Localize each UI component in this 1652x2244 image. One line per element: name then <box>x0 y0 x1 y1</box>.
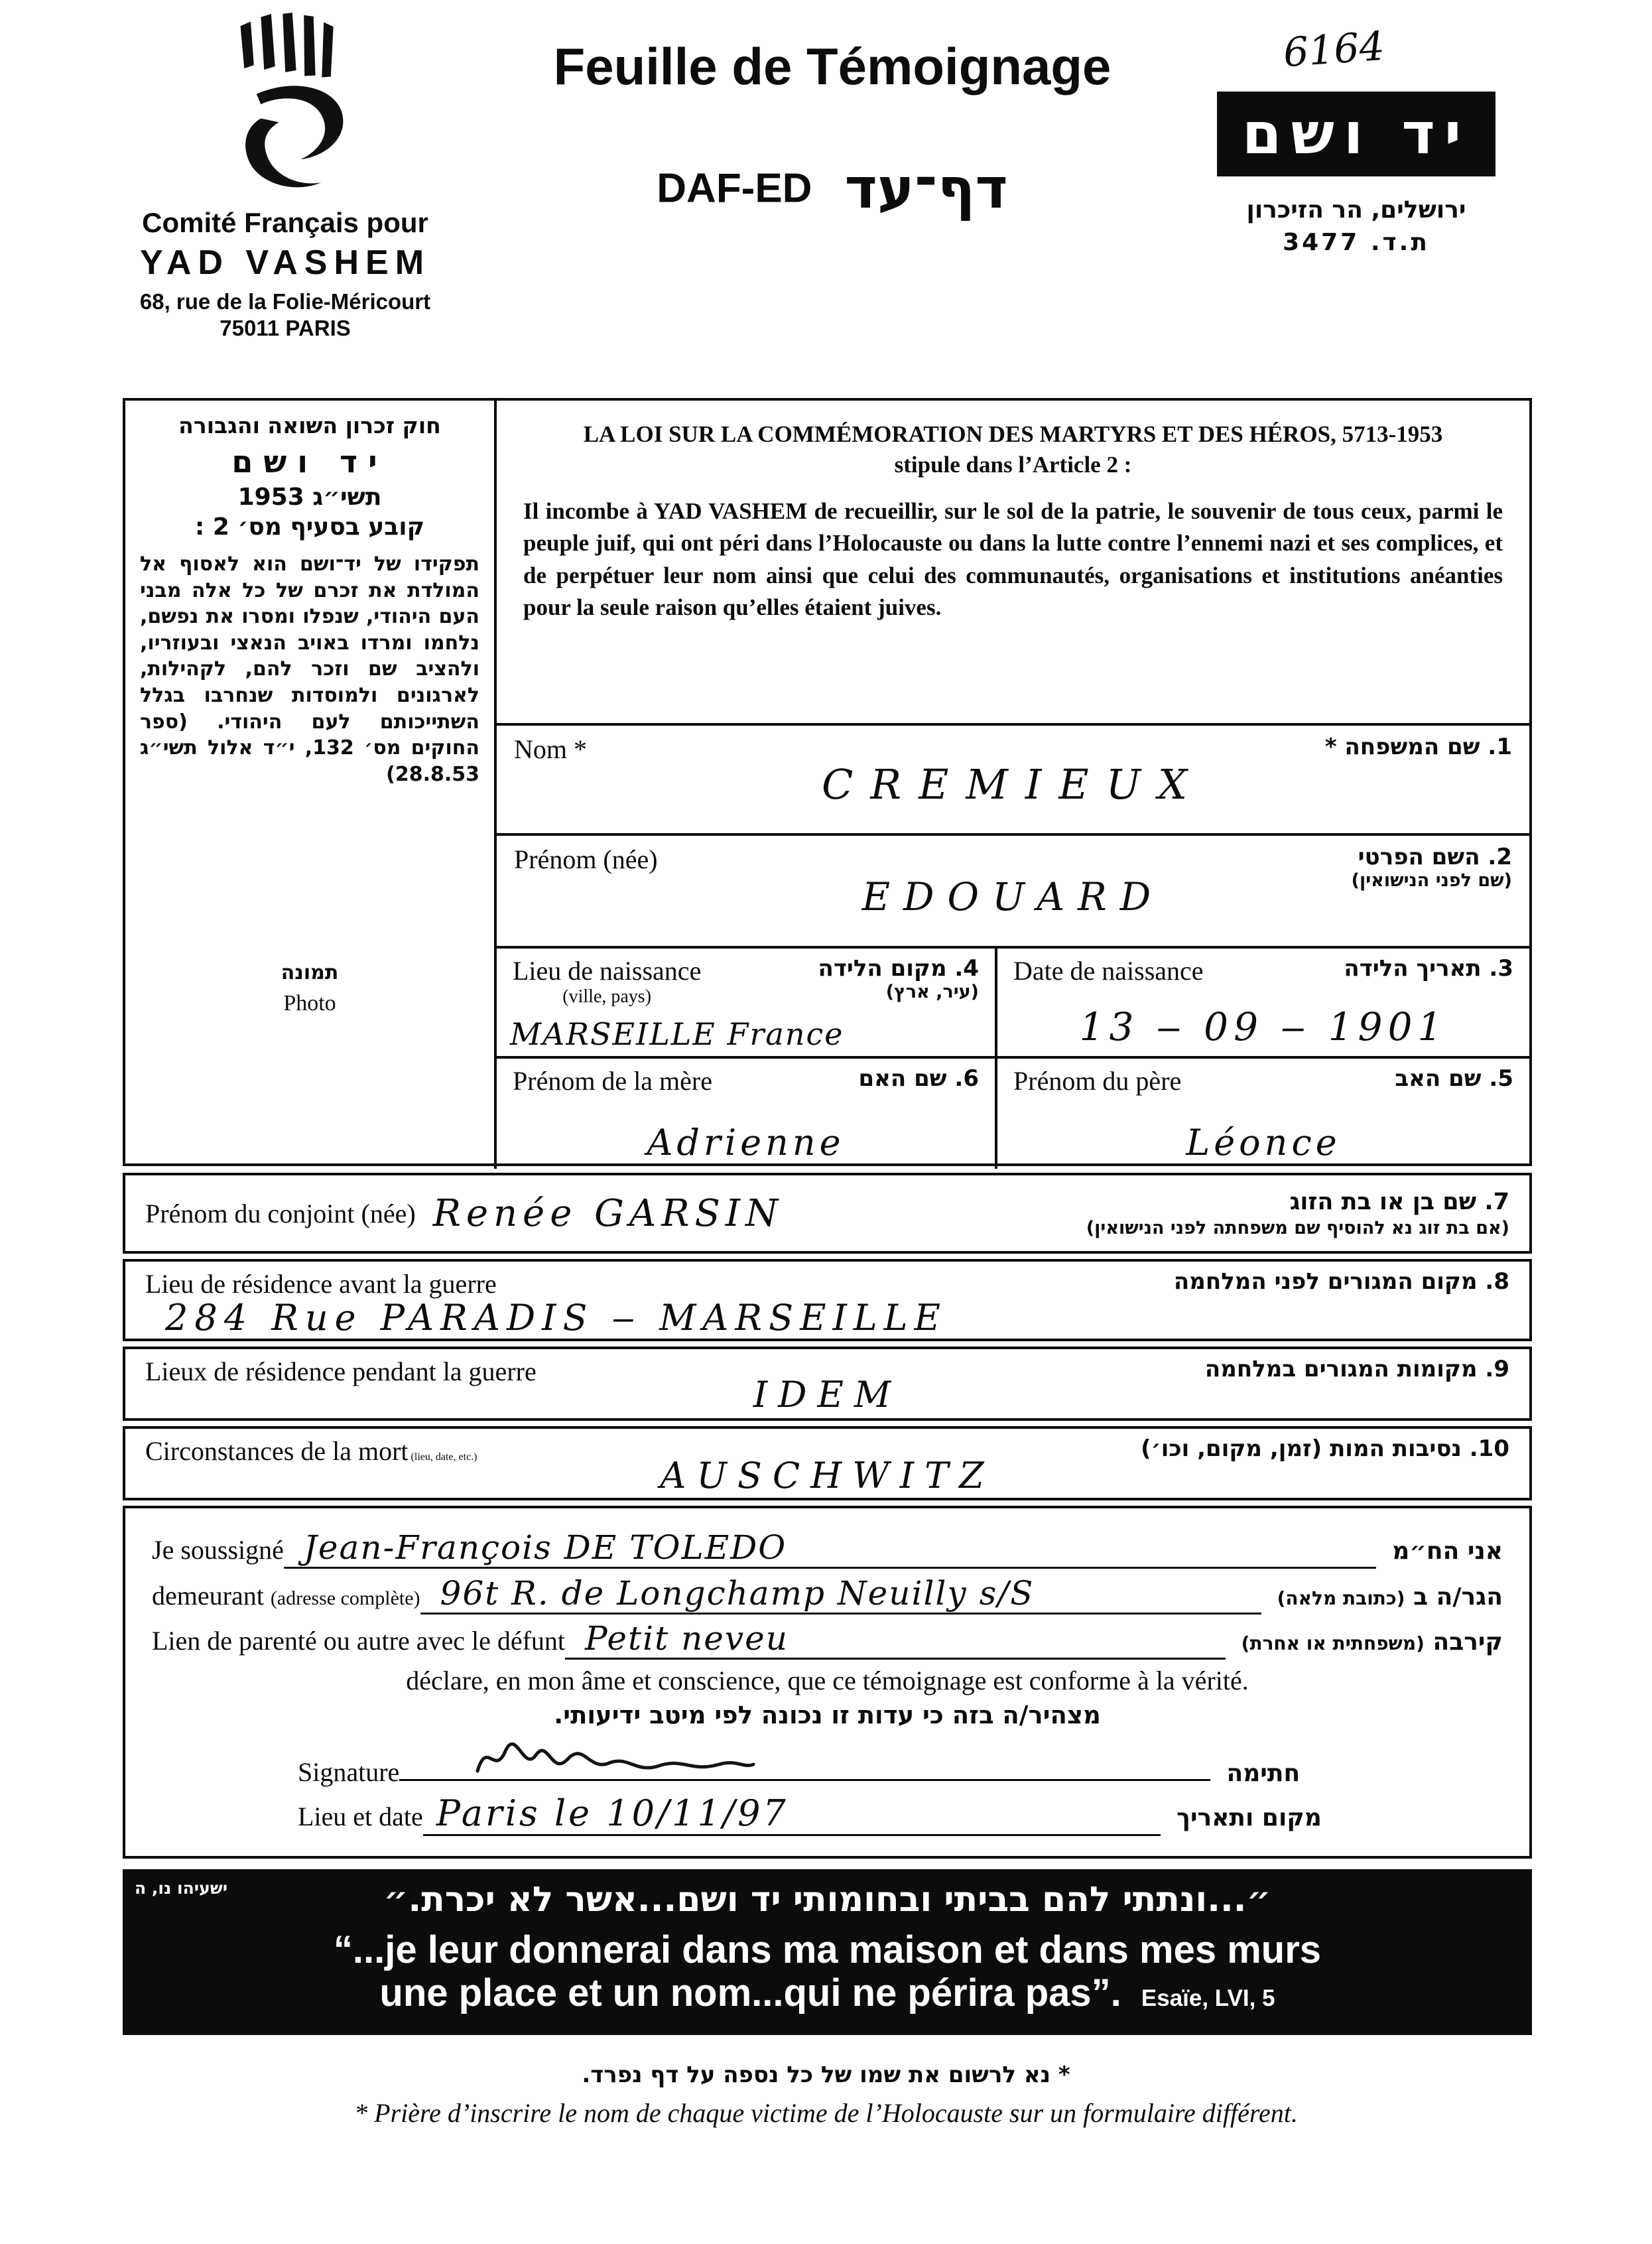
relationship-label-fr: Lien de parenté ou autre avec le défunt <box>152 1626 566 1656</box>
quote-banner <box>123 1869 1532 2035</box>
field-spouse-name <box>123 1173 1532 1254</box>
address-label-he: הגר/ה ב (כתובת מלאה) <box>1277 1583 1503 1611</box>
field-row-parents <box>497 1059 1529 1169</box>
first-name-value: EDOUARD <box>861 874 1165 919</box>
signature-label-fr: Signature <box>298 1756 400 1787</box>
death-label-fr: Circonstances de la mort (lieu, date, etc.) <box>145 1436 477 1466</box>
yad-vashem-wordmark-text: יד ושם <box>1241 101 1471 167</box>
banner-quote-french-line1: “...je leur donnerai dans ma maison et dans mes murs <box>333 1928 1322 1971</box>
first-name-label-he-sub: (שם לפני הנישואין) <box>1351 870 1512 891</box>
declarant-address-underline <box>420 1574 1261 1615</box>
birth-place-value: MARSEILLE France <box>510 1016 844 1052</box>
banner-citation-hebrew: ישעיהו נו, ה <box>135 1879 228 1898</box>
org-address-line1: 68, rue de la Folie-Méricourt <box>139 289 431 314</box>
birth-date-label-he: 3. תאריך הלידה <box>1344 955 1513 982</box>
field-row-birth <box>497 949 1529 1059</box>
birth-place-label-he: 4. מקום הלידה (עיר, ארץ) <box>818 955 979 1002</box>
spouse-label-fr: Prénom du conjoint (née) <box>145 1198 416 1228</box>
declarant-name-underline <box>284 1528 1376 1569</box>
declarant-address-line <box>152 1574 1503 1615</box>
relationship-value: Petit neveu <box>585 1619 789 1658</box>
photo-label-french: Photo <box>283 991 336 1016</box>
declarant-label-fr: Je soussigné <box>152 1535 284 1565</box>
law-body-french: Il incombe à YAD VASHEM de recueillir, sur le sol de la patrie, le souvenir de tous ceux, parmi le peuple juif, qui ont péri dans l’Holocauste ou dans la lutte contre l’ennemi nazi et ses complices, et de perpétuer leur nom ainsi que celui des communautés, organisations et institutions anéanties pour la seule raison qu’elles étaient juives. <box>523 498 1503 620</box>
place-date-label-fr: Lieu et date <box>298 1802 423 1831</box>
field-birth-place <box>497 949 997 1056</box>
form-right-column <box>497 401 1529 1169</box>
field-residence-before-war <box>123 1259 1532 1341</box>
field-last-name <box>497 726 1529 836</box>
org-name-line2: YAD VASHEM <box>139 243 431 282</box>
declaration-section <box>123 1506 1532 1859</box>
mother-name-value: Adrienne <box>647 1122 845 1163</box>
last-name-value: CREMIEUX <box>821 760 1204 809</box>
residence-during-label-he: 9. מקומות המגורים במלחמה <box>1204 1356 1509 1382</box>
form-subtitle-hebrew: דף־עד <box>844 156 1008 221</box>
org-address-line2: 75011 PARIS <box>220 316 351 340</box>
banner-quote-hebrew: ״...ונתתי להם בביתי ובחומותי יד ושם...אשר לא יכרת.״ ישעיהו נו, ה <box>135 1879 1271 1920</box>
declarant-name-line <box>152 1528 1503 1569</box>
field-mother-name <box>497 1059 997 1169</box>
declarant-label-he: אני הח״מ <box>1392 1538 1503 1565</box>
death-label-fr-sub: (lieu, date, etc.) <box>411 1451 477 1463</box>
law-text-french <box>497 401 1529 726</box>
form-subtitle <box>458 156 1207 221</box>
footnote-french: * Prière d’inscrire le nom de chaque victime de l’Holocauste sur un formulaire différent. <box>354 2098 1298 2128</box>
relationship-label-he: קירבה (משפחתית או אחרת) <box>1241 1628 1503 1656</box>
residence-during-value: IDEM <box>753 1374 902 1416</box>
address-label-fr: demeurant (adresse complète) <box>152 1580 420 1611</box>
place-date-underline <box>423 1792 1161 1836</box>
form-subtitle-latin: DAF-ED <box>657 165 812 212</box>
mother-name-label-fr: Prénom de la mère <box>513 1066 712 1096</box>
handwritten-form-number: 6164 <box>1281 23 1386 77</box>
relationship-line <box>152 1619 1503 1660</box>
field-father-name <box>997 1059 1529 1169</box>
hebrew-address-block <box>1217 196 1495 256</box>
law-sidebar-title3: תשי״ג 1953 <box>237 484 382 511</box>
signature-line <box>298 1735 1503 1788</box>
law-sidebar-title1: חוק זכרון השואה והגבורה <box>178 413 441 438</box>
spouse-label-he-block <box>1086 1189 1509 1238</box>
law-sidebar-title4: קובע בסעיף מס׳ 2 : <box>194 513 425 541</box>
law-heading-line1: LA LOI SUR LA COMMÉMORATION DES MARTYRS ET DES HÉROS, 5713-1953 <box>583 421 1443 447</box>
birth-place-label-fr-sub: (ville, pays) <box>562 986 652 1007</box>
place-date-line <box>298 1792 1503 1836</box>
relationship-label-he-sub: (משפחתית או אחרת) <box>1241 1632 1425 1654</box>
birth-date-label-fr: Date de naissance <box>1013 956 1204 986</box>
signature-underline <box>399 1735 1210 1781</box>
photo-label-hebrew: תמונה <box>281 961 339 984</box>
signature-label-he: חתימה <box>1226 1759 1301 1787</box>
hebrew-address-line2: ת.ד. 3477 <box>1283 229 1430 256</box>
residence-before-value: 284 Rue PARADIS ‒ MARSEILLE <box>165 1297 947 1339</box>
hebrew-address-line1: ירושלים, הר הזיכרון <box>1246 196 1466 224</box>
law-sidebar-title2: יד ושם <box>231 444 388 480</box>
org-name-line1: Comité Français pour <box>142 207 428 238</box>
declaration-statement-fr: déclare, en mon âme et conscience, que ce témoignage est conforme à la vérité. <box>406 1665 1249 1695</box>
law-heading-line2: stipule dans l’Article 2 : <box>894 451 1132 478</box>
father-name-label-he: 5. שם האב <box>1395 1065 1513 1092</box>
last-name-label-fr: Nom * <box>514 734 587 764</box>
form-title: Feuille de Témoignage <box>553 37 1112 96</box>
mother-name-label-he: 6. שם האם <box>858 1065 979 1092</box>
spouse-label-he-sub: (אם בת זוג נא להוסיף שם משפחתה לפני הנישואין) <box>1086 1217 1509 1238</box>
main-form-box <box>123 398 1532 1166</box>
address-label-he-sub: (כתובת מלאה) <box>1277 1587 1405 1609</box>
birth-place-label-fr: Lieu de naissance (ville, pays) <box>513 956 702 1007</box>
footnote-hebrew: * נא לרשום את שמו של כל נספה על דף נפרד. <box>582 2062 1070 2088</box>
residence-before-label-he: 8. מקום המגורים לפני המלחמה <box>1173 1268 1509 1295</box>
relationship-underline <box>565 1619 1226 1660</box>
death-circumstances-value: AUSCHWITZ <box>660 1455 995 1496</box>
residence-during-label-fr: Lieux de résidence pendant la guerre <box>145 1356 537 1386</box>
yad-vashem-wordmark <box>1217 92 1495 176</box>
declarant-address-value: 96t R. de Longchamp Neuilly s/S <box>440 1573 1035 1613</box>
place-date-label-he: מקום ותאריך <box>1176 1804 1322 1831</box>
place-date-value: Paris le 10/11/97 <box>436 1792 789 1834</box>
death-label-he-sub: (זמן, מקום, וכו׳) <box>1141 1435 1322 1462</box>
spouse-label-fr-sub: (née) <box>361 1198 416 1228</box>
signature-scribble <box>472 1730 757 1783</box>
field-birth-date <box>997 949 1529 1056</box>
spouse-label-he: 7. שם בן או בת הזוג <box>1289 1188 1509 1215</box>
declarant-name-value: Jean-François DE TOLEDO <box>303 1528 787 1567</box>
field-first-name <box>497 836 1529 949</box>
birth-date-value: 13 ‒ 09 ‒ 1901 <box>1079 1004 1448 1049</box>
father-name-label-fr: Prénom du père <box>1013 1066 1182 1096</box>
organization-block <box>93 207 477 341</box>
field-residence-during-war <box>123 1347 1532 1421</box>
yad-vashem-logo-icon <box>219 12 358 204</box>
declaration-statement-he: מצהיר/ה בזה כי עדות זו נכונה לפי מיטב ידיעותי. <box>554 1701 1101 1729</box>
father-name-value: Léonce <box>1186 1122 1341 1163</box>
spouse-value: Renée GARSIN <box>432 1191 783 1235</box>
banner-citation-french: Esaïe, LVI, 5 <box>1141 1985 1275 2011</box>
law-sidebar-body: תפקידו של יד־ושם הוא לאסוף אל המולדת את זכרם של כל אלה מבני העם היהודי, שנפלו ומסרו את נפשם, נלחמו ומרדו באויב הנאצי ובעוזריו, ולהציב שם וזכר להם, לקהילות, לארגונים ולמוסדות שנחרבו בגלל השתייכותם לעם היהודי. (ספר החוקים מס׳ 132, י״ד אלול תשי״ג 28.8.53) <box>140 553 479 786</box>
first-name-label-he: 2. השם הפרטי (שם לפני הנישואין) <box>1351 844 1512 891</box>
field-death-circumstances <box>123 1426 1532 1500</box>
law-sidebar <box>125 401 497 1169</box>
death-label-he: 10. נסיבות המות (זמן, מקום, וכו׳) <box>1141 1435 1509 1462</box>
address-label-fr-sub: (adresse complète) <box>270 1587 420 1609</box>
banner-quote-french-line2: une place et un nom...qui ne périra pas”. Esaïe, LVI, 5 <box>379 1971 1275 2014</box>
last-name-label-he: 1. שם המשפחה * <box>1324 734 1512 760</box>
first-name-label-fr: Prénom (née) <box>514 844 658 874</box>
photo-placeholder <box>125 961 494 1016</box>
birth-place-label-he-sub: (עיר, ארץ) <box>885 982 979 1002</box>
residence-before-label-fr: Lieu de résidence avant la guerre <box>145 1269 497 1299</box>
